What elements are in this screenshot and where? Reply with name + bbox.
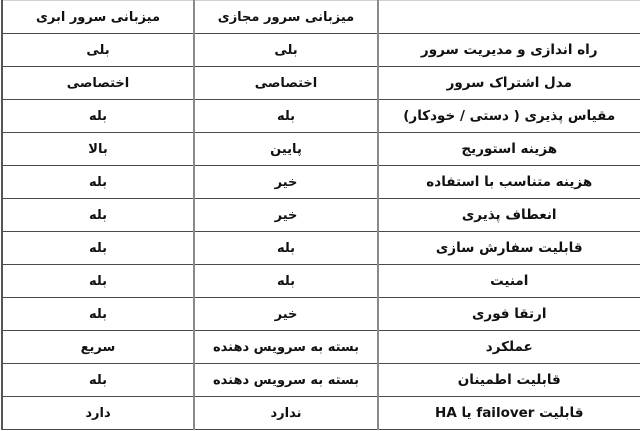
table-row <box>2 100 640 133</box>
cloud-value-cell: دارد <box>2 397 194 430</box>
table-row <box>2 199 640 232</box>
feature-cell: امنیت <box>378 265 640 298</box>
cloud-value-cell: اختصاصی <box>2 67 194 100</box>
virtual-value-cell: بله <box>194 265 378 298</box>
table-row <box>2 397 640 430</box>
virtual-value-cell: بسته به سرویس دهنده <box>194 364 378 397</box>
feature-cell: قابلیت سفارش سازی <box>378 232 640 265</box>
hosting-comparison-table <box>1 0 640 430</box>
virtual-value-cell: خیر <box>194 166 378 199</box>
cloud-value-cell: بله <box>2 232 194 265</box>
cloud-value-cell: بله <box>2 166 194 199</box>
table-row <box>2 364 640 397</box>
cloud-value-cell: بله <box>2 265 194 298</box>
cloud-value-cell: بله <box>2 298 194 331</box>
feature-cell: راه اندازی و مدیریت سرور <box>378 34 640 67</box>
table-header-row <box>2 1 640 34</box>
cloud-value-cell: بله <box>2 364 194 397</box>
feature-cell: مدل اشتراک سرور <box>378 67 640 100</box>
feature-cell: هزینه استوریج <box>378 133 640 166</box>
virtual-value-cell: خیر <box>194 199 378 232</box>
virtual-value-cell: ندارد <box>194 397 378 430</box>
feature-cell: عملکرد <box>378 331 640 364</box>
virtual-value-cell: خیر <box>194 298 378 331</box>
virtual-value-cell: بله <box>194 232 378 265</box>
header-virtual-server-hosting: میزبانی سرور مجازی <box>194 1 378 34</box>
table-row <box>2 166 640 199</box>
cloud-value-cell: بلی <box>2 34 194 67</box>
table-row <box>2 265 640 298</box>
cloud-value-cell: بله <box>2 100 194 133</box>
table-row <box>2 331 640 364</box>
table-row <box>2 34 640 67</box>
cloud-value-cell: سریع <box>2 331 194 364</box>
virtual-value-cell: بله <box>194 100 378 133</box>
table-row <box>2 67 640 100</box>
feature-cell: قابلیت failover یا HA <box>378 397 640 430</box>
virtual-value-cell: بلی <box>194 34 378 67</box>
table-row <box>2 298 640 331</box>
header-feature <box>378 1 640 34</box>
feature-cell: انعطاف پذیری <box>378 199 640 232</box>
feature-cell: هزینه متناسب با استفاده <box>378 166 640 199</box>
cloud-value-cell: بالا <box>2 133 194 166</box>
table-row <box>2 232 640 265</box>
virtual-value-cell: بسته به سرویس دهنده <box>194 331 378 364</box>
cloud-value-cell: بله <box>2 199 194 232</box>
virtual-value-cell: پایین <box>194 133 378 166</box>
header-cloud-server-hosting: میزبانی سرور ابری <box>2 1 194 34</box>
virtual-value-cell: اختصاصی <box>194 67 378 100</box>
feature-cell: مقیاس پذیری ( دستی / خودکار) <box>378 100 640 133</box>
feature-cell: قابلیت اطمینان <box>378 364 640 397</box>
table-row <box>2 133 640 166</box>
feature-cell: ارتقا فوری <box>378 298 640 331</box>
